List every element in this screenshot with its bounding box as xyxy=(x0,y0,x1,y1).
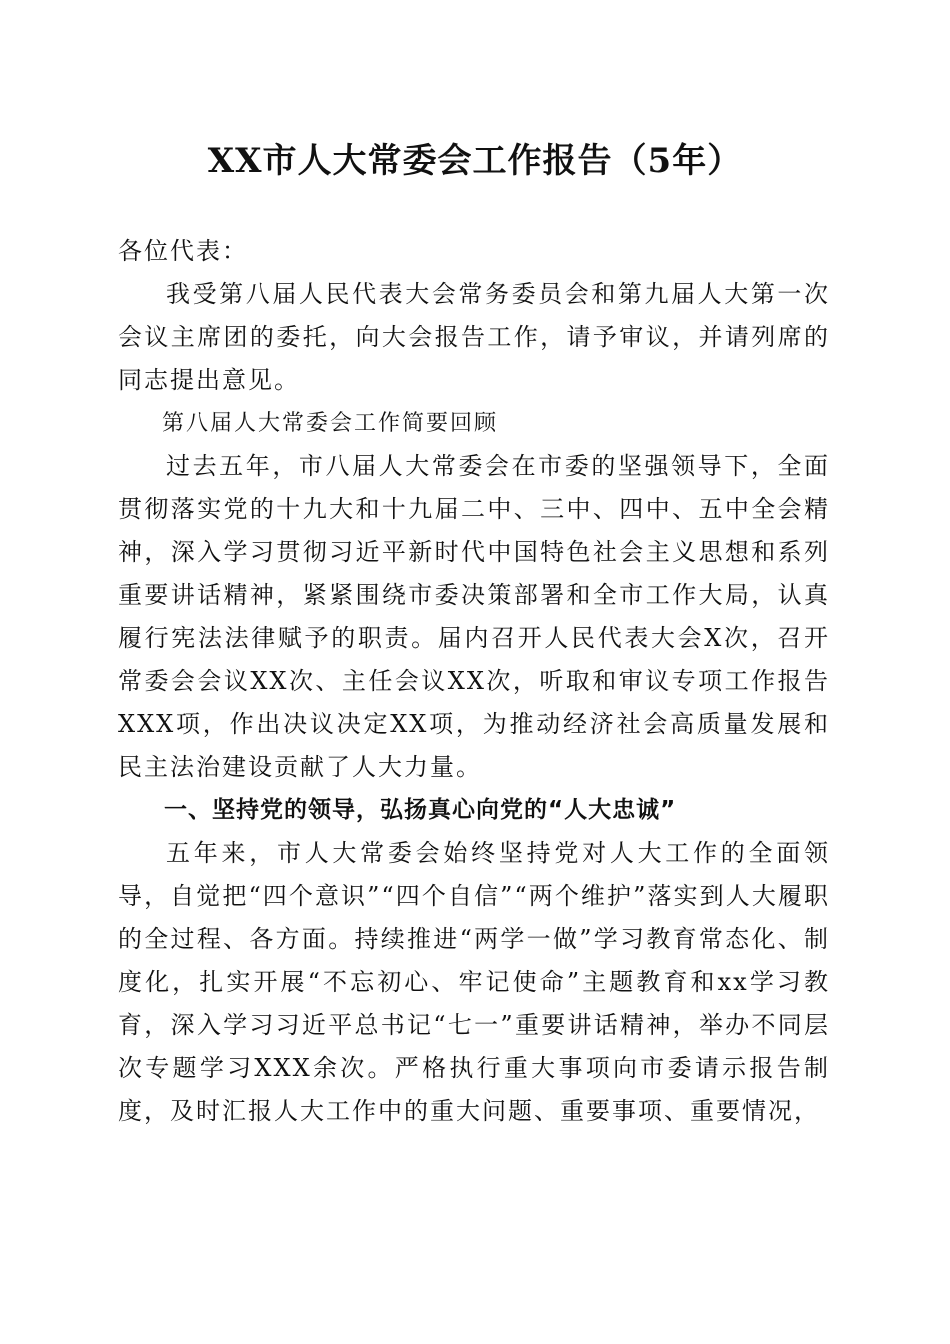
salutation: 各位代表： xyxy=(118,237,248,265)
review-paragraph: 过去五年，市八届人大常委会在市委的坚强领导下，全面贯彻落实党的十九大和十九届二中、三中、四中、五中全会精神，深入学习贯彻习近平新时代中国特色社会主义思想和系列重要讲话精神，紧紧围绕市委决策部署和全市工作大局，认真履行宪法法律赋予的职责。届内召开人民代表大会X次，召开常委会会议XX次、主任会议XX次，听取和审议专项工作报告XXX项，作出决议决定XX项，为推动经济社会高质量发展和民主法治建设贡献了人大力量。 xyxy=(118,452,830,781)
intro-paragraph: 我受第八届人民代表大会常务委员会和第九届人大第一次会议主席团的委托，向大会报告工作，请予审议，并请列席的同志提出意见。 xyxy=(118,280,830,394)
document-title: XX市人大常委会工作报告（5年） xyxy=(207,141,743,181)
document-body xyxy=(118,230,830,1133)
review-heading: 第八届人大常委会工作简要回顾 xyxy=(162,411,499,436)
section-1-heading: 一、坚持党的领导，弘扬真心向党的“人大忠诚” xyxy=(164,797,677,823)
section-1-paragraph: 五年来，市人大常委会始终坚持党对人大工作的全面领导，自觉把“四个意识”“四个自信”“两个维护”落实到人大履职的全过程、各方面。持续推进“两学一做”学习教育常态化、制度化，扎实开展“不忘初心、牢记使命”主题教育和xx学习教育，深入学习习近平总书记“七一”重要讲话精神，举办不同层次专题学习XXX余次。严格执行重大事项向市委请示报告制度，及时汇报人大工作中的重大问题、重要事项、重要情况， xyxy=(118,839,830,1125)
